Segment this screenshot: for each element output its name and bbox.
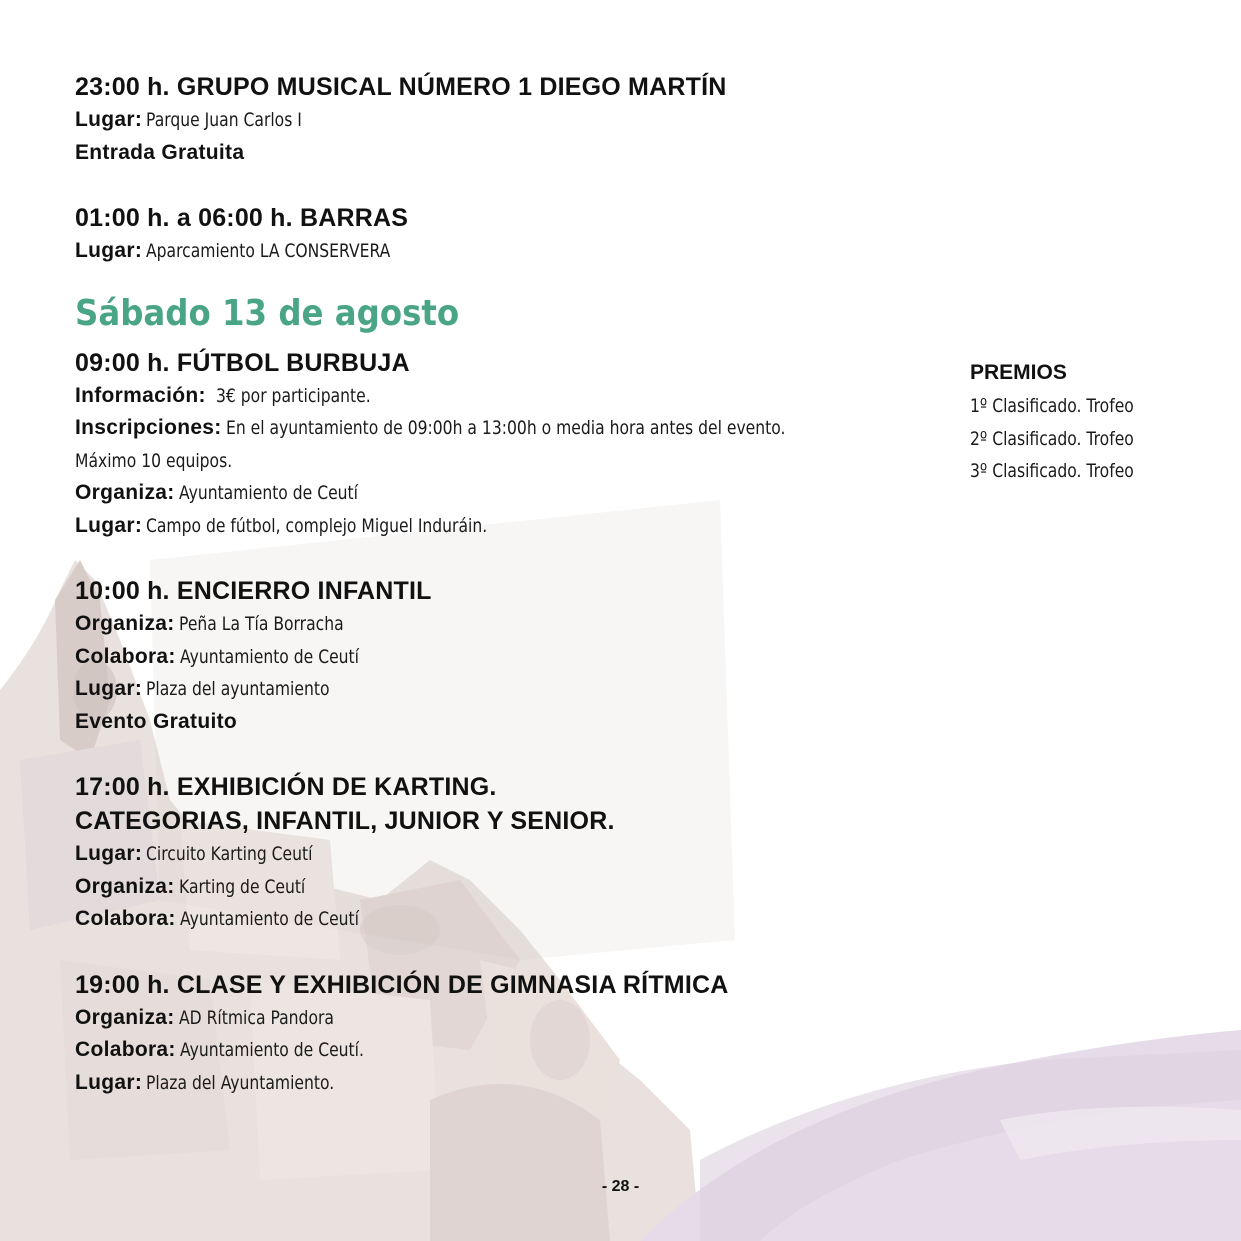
premios-box xyxy=(970,356,1170,488)
colabora-label: Colabora: xyxy=(75,644,176,668)
event-lugar xyxy=(75,510,935,543)
colabora-value: Ayuntamiento de Ceutí xyxy=(179,908,359,930)
lugar-value: Plaza del ayuntamiento xyxy=(146,678,330,700)
lugar-value: Circuito Karting Ceutí xyxy=(146,843,313,865)
day-heading: Sábado 13 de agosto xyxy=(75,292,460,334)
event-organiza xyxy=(75,871,935,904)
premio-item: 3º Clasificado. Trofeo xyxy=(970,460,1134,482)
lugar-label: Lugar: xyxy=(75,108,143,131)
premio-item: 2º Clasificado. Trofeo xyxy=(970,427,1134,450)
inscripciones-label: Inscripciones: xyxy=(75,416,222,439)
event-colabora xyxy=(75,1034,935,1067)
organiza-label: Organiza: xyxy=(75,612,175,635)
maximo-text: Máximo 10 equipos. xyxy=(75,449,233,472)
program-content xyxy=(75,70,935,1131)
informacion-label: Información: xyxy=(75,383,206,407)
organiza-value: Karting de Ceutí xyxy=(178,875,305,898)
organiza-label: Organiza: xyxy=(75,1005,175,1029)
event-lugar xyxy=(75,1067,935,1100)
lugar-label: Lugar: xyxy=(75,842,143,865)
premios-title: PREMIOS xyxy=(970,361,1067,384)
event-barras xyxy=(75,201,935,268)
event-lugar xyxy=(75,235,935,268)
lugar-value: Aparcamiento LA CONSERVERA xyxy=(146,240,391,262)
event-karting xyxy=(75,770,935,936)
inscripciones-value: En el ayuntamiento de 09:00h a 13:00h o media hora antes del evento. xyxy=(225,417,786,439)
event-title: 01:00 h. a 06:00 h. BARRAS xyxy=(75,204,409,232)
lugar-label: Lugar: xyxy=(75,239,143,262)
event-organiza xyxy=(75,1002,935,1035)
event-lugar xyxy=(75,104,935,137)
event-gimnasia-ritmica xyxy=(75,968,935,1100)
colabora-value: Ayuntamiento de Ceutí. xyxy=(179,1039,364,1061)
lugar-value: Campo de fútbol, complejo Miguel Induráin. xyxy=(146,514,488,537)
event-gratuito: Evento Gratuito xyxy=(75,709,238,733)
event-encierro-infantil xyxy=(75,574,935,738)
event-entrada: Entrada Gratuita xyxy=(75,140,245,164)
lugar-label: Lugar: xyxy=(75,1070,143,1094)
event-title: 23:00 h. GRUPO MUSICAL NÚMERO 1 DIEGO MARTÍN xyxy=(75,73,727,101)
event-title: 10:00 h. ENCIERRO INFANTIL xyxy=(75,577,432,605)
informacion-value: 3€ por participante. xyxy=(215,384,371,407)
organiza-value: AD Rítmica Pandora xyxy=(178,1006,334,1029)
event-title: 19:00 h. CLASE Y EXHIBICIÓN DE GIMNASIA RÍTMICA xyxy=(75,970,729,999)
organiza-value: Ayuntamiento de Ceutí xyxy=(178,482,358,504)
event-maximo xyxy=(75,445,935,478)
organiza-label: Organiza: xyxy=(75,481,175,504)
colabora-label: Colabora: xyxy=(75,1038,176,1061)
event-title: 17:00 h. EXHIBICIÓN DE KARTING. xyxy=(75,773,497,801)
event-organiza xyxy=(75,477,935,510)
event-inscripciones xyxy=(75,412,935,445)
event-colabora xyxy=(75,903,935,936)
event-colabora xyxy=(75,641,935,674)
event-title-line2: CATEGORIAS, INFANTIL, JUNIOR Y SENIOR. xyxy=(75,807,615,835)
event-organiza xyxy=(75,608,935,641)
event-lugar xyxy=(75,673,935,706)
organiza-label: Organiza: xyxy=(75,874,175,898)
event-futbol-burbuja xyxy=(75,346,935,543)
lugar-value: Plaza del Ayuntamiento. xyxy=(146,1071,335,1094)
lugar-label: Lugar: xyxy=(75,677,143,700)
organiza-value: Peña La Tía Borracha xyxy=(178,613,344,635)
event-lugar xyxy=(75,838,935,871)
lugar-label: Lugar: xyxy=(75,513,143,537)
event-title: 09:00 h. FÚTBOL BURBUJA xyxy=(75,348,410,377)
page-number: - 28 - xyxy=(601,1178,640,1195)
event-grupo-musical xyxy=(75,70,935,169)
lugar-value: Parque Juan Carlos I xyxy=(146,109,303,131)
colabora-label: Colabora: xyxy=(75,907,176,930)
colabora-value: Ayuntamiento de Ceutí xyxy=(179,645,359,668)
premio-item: 1º Clasificado. Trofeo xyxy=(970,395,1134,417)
event-informacion xyxy=(75,380,935,413)
